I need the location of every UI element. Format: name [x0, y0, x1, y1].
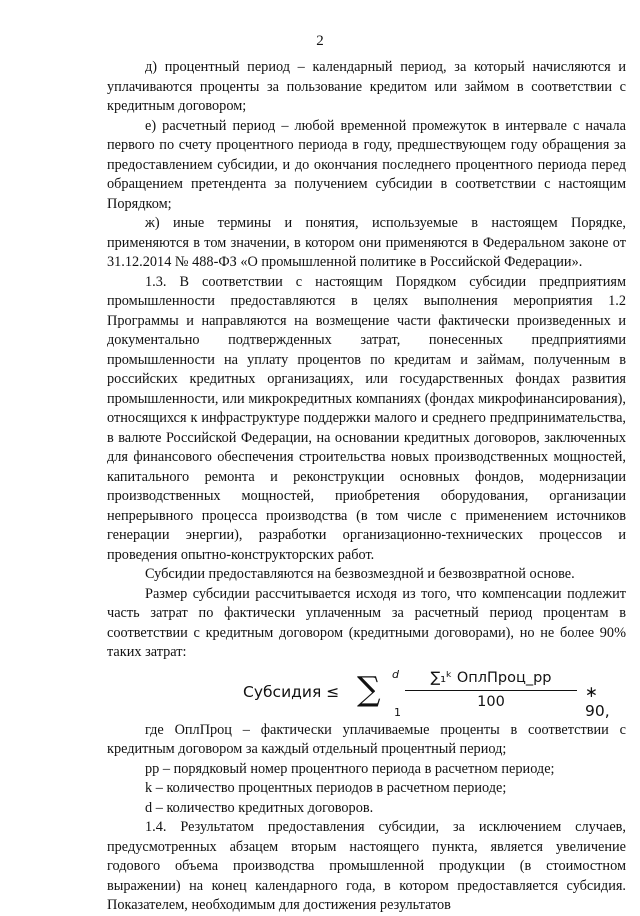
definition-pp: pp – порядковый номер процентного периода в расчетном периоде;	[145, 760, 555, 777]
paragraph-subsidy-size: Размер субсидии рассчитывается исходя из того, что компенсации подлежит часть затрат по фактически уплаченным за расчетный период процентам в соответствии с кредитным договором (кредитными договорами), но не более 90% таких затрат:	[107, 585, 626, 660]
document-body	[107, 58, 626, 916]
definition-oplproc: где ОплПроц – фактически уплачиваемые проценты в соответствии с кредитным договором за каждый отдельный процентный период;	[107, 721, 626, 757]
summation-sign: ∑	[357, 668, 381, 708]
formula-lhs: Субсидия ≤	[243, 682, 340, 701]
formula-sum-lower: 1	[394, 705, 401, 719]
paragraph-1-3: 1.3. В соответствии с настоящим Порядком субсидии предприятиям промышленности предоставляются в целях выполнения мероприятия 1.2 Программы и направляются на возмещение части фактически произведенных и документально подтвержденных затрат, понесенных предприятиями промышленности на уплату процентов по кредитам и займам, полученным в российских кредитных организациях, или государственных фондах развития промышленности, или микрокредитных компаниях (фондах микрофинансирования), относящихся к инфраструктуре поддержки малого и среднего предпринимательства, в валюте Российской Федерации, на основании кредитных договоров, заключенных для финансового обеспечения строительства новых производственных мощностей, капитального ремонта и реконструкции основных фондов, модернизации производственных мощностей, приобретения оборудования, организации непрерывного процесса производства (в том числе с применением источников генерации энергии), разработки организационно-технических процессов и проведения опытно-конструкторских работ.	[107, 273, 626, 563]
paragraph-term-zh: ж) иные термины и понятия, используемые в настоящем Порядке, применяются в том значении, в котором они применяются в Федеральном законе от 31.12.2014 № 488-ФЗ «О промышленной политике в Российской Федерации».	[107, 215, 626, 270]
formula-numerator: ∑₁ᵏ ОплПроц_pp	[405, 669, 577, 692]
definition-k: k – количество процентных периодов в расчетном периоде;	[145, 780, 507, 796]
paragraph-1-4: 1.4. Результатом предоставления субсидии, за исключением случаев, предусмотренных абзацем вторым настоящего пункта, является увеличение годового объема производства промышленной продукции (в стоимостном выражении) на конец календарного года, в котором предоставляется субсидия. Показателем, необходимым для достижения результатов	[107, 819, 626, 913]
paragraph-term-e: е) расчетный период – любой временной промежуток в интервале с начала первого по счету процентного периода в году, предшествующем году обращения за предоставлением субсидии, и до окончания последнего процентного периода перед обращением претендента за получением субсидии в соответствии с настоящим Порядком;	[107, 117, 626, 212]
paragraph-term-d: д) процентный период – календарный период, за который начисляются и уплачиваются проценты за пользование кредитом или займом в соответствии с кредитным договором;	[107, 59, 626, 114]
formula-tail: ∗ 90,	[585, 682, 610, 720]
subsidy-formula	[107, 663, 626, 721]
formula-fraction	[405, 669, 577, 713]
paragraph-subsidy-basis: Субсидии предоставляются на безвозмездной и безвозвратной основе.	[145, 566, 575, 582]
page-number: 2	[316, 33, 324, 49]
formula-sum-upper: d	[392, 667, 399, 681]
formula-denominator: 100	[477, 694, 505, 710]
definition-d: d – количество кредитных договоров.	[145, 799, 374, 816]
